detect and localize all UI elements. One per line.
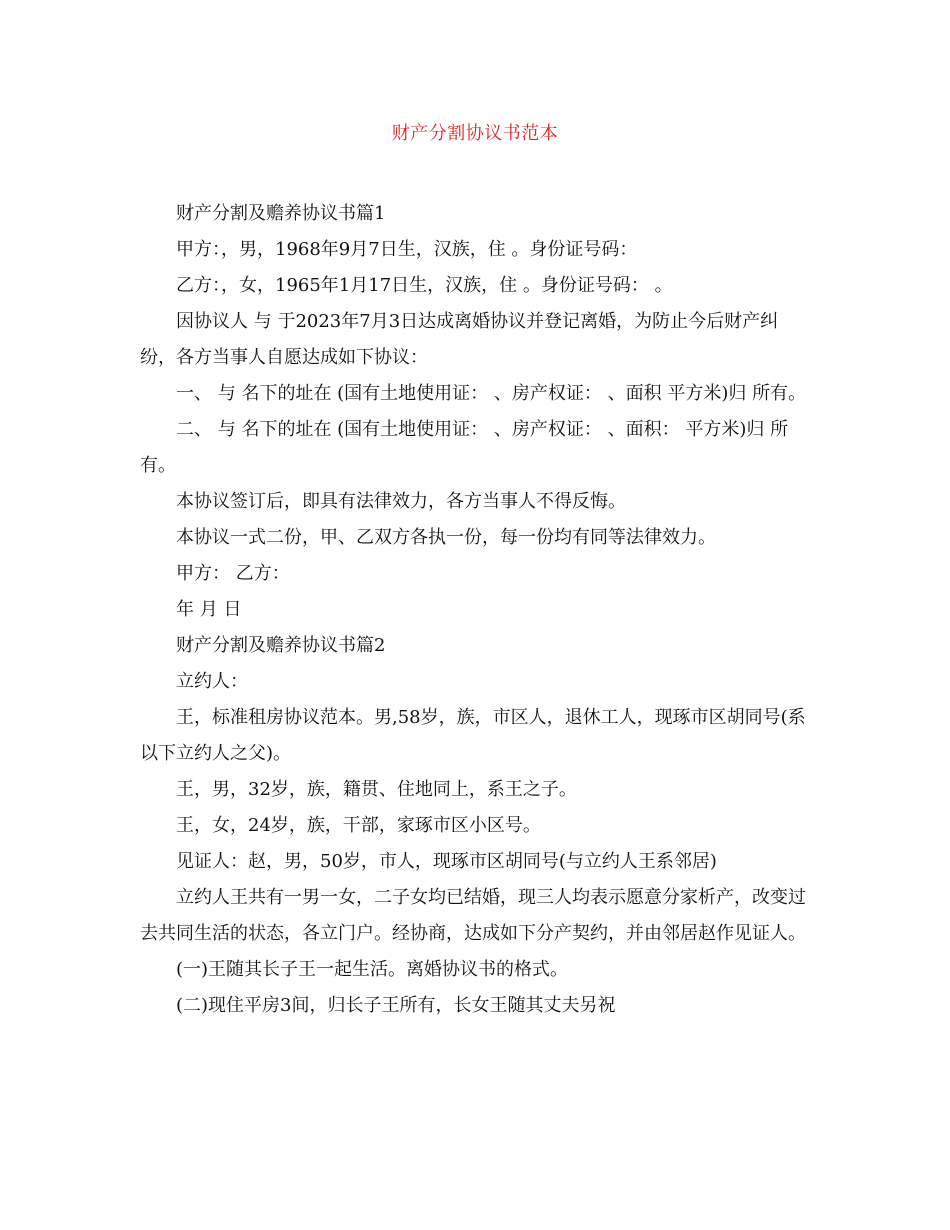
- party-a-line: 甲方：，男，1968年9月7日生，汉族，住 。身份证号码：: [176, 239, 638, 260]
- contractor-father: 王，标准租房协议范本。男,58岁，族，市区人，退休工人，现琢市区胡同号(系以下立约人之父)。: [140, 707, 806, 764]
- document-body: [140, 196, 812, 1024]
- contractor-label: 立约人：: [176, 671, 248, 692]
- signature-parties: 甲方： 乙方：: [176, 563, 290, 584]
- agreement-intro: 因协议人 与 于2023年7月3日达成离婚协议并登记离婚，为防止今后财产纠纷，各方当事人自愿达成如下协议：: [140, 311, 779, 368]
- legal-effect: 本协议签订后，即具有法律效力，各方当事人不得反悔。: [176, 491, 626, 512]
- section-heading-1: 财产分割及赡养协议书篇1: [176, 203, 386, 224]
- section-heading-2: 财产分割及赡养协议书篇2: [176, 635, 386, 656]
- date-line: 年 月 日: [176, 599, 242, 620]
- document-title: 财产分割协议书范本: [391, 123, 559, 144]
- copies-clause: 本协议一式二份，甲、乙双方各执一份，每一份均有同等法律效力。: [176, 527, 716, 548]
- division-intro: 立约人王共有一男一女，二子女均已结婚，现三人均表示愿意分家析产，改变过去共同生活的状态，各立门户。经协商，达成如下分产契约，并由邻居赵作见证人。: [140, 887, 806, 944]
- contractor-daughter: 王，女，24岁，族，干部，家琢市区小区号。: [176, 815, 541, 836]
- clause-1: 一、 与 名下的址在 (国有土地使用证： 、房产权证： 、面积 平方米)归 所有。: [176, 383, 807, 404]
- witness-line: 见证人：赵，男，50岁，市人，现琢市区胡同号(与立约人王系邻居): [176, 851, 717, 872]
- division-item-2: (二)现住平房3间，归长子王所有，长女王随其丈夫另祝: [176, 995, 616, 1016]
- contractor-son: 王，男，32岁，族，籍贯、住地同上，系王之子。: [176, 779, 577, 800]
- clause-2: 二、 与 名下的址在 (国有土地使用证： 、房产权证： 、面积： 平方米)归 所有。: [140, 419, 789, 476]
- division-item-1: (一)王随其长子王一起生活。离婚协议书的格式。: [176, 959, 569, 980]
- party-b-line: 乙方：，女，1965年1月17日生，汉族，住 。身份证号码： 。: [176, 275, 673, 296]
